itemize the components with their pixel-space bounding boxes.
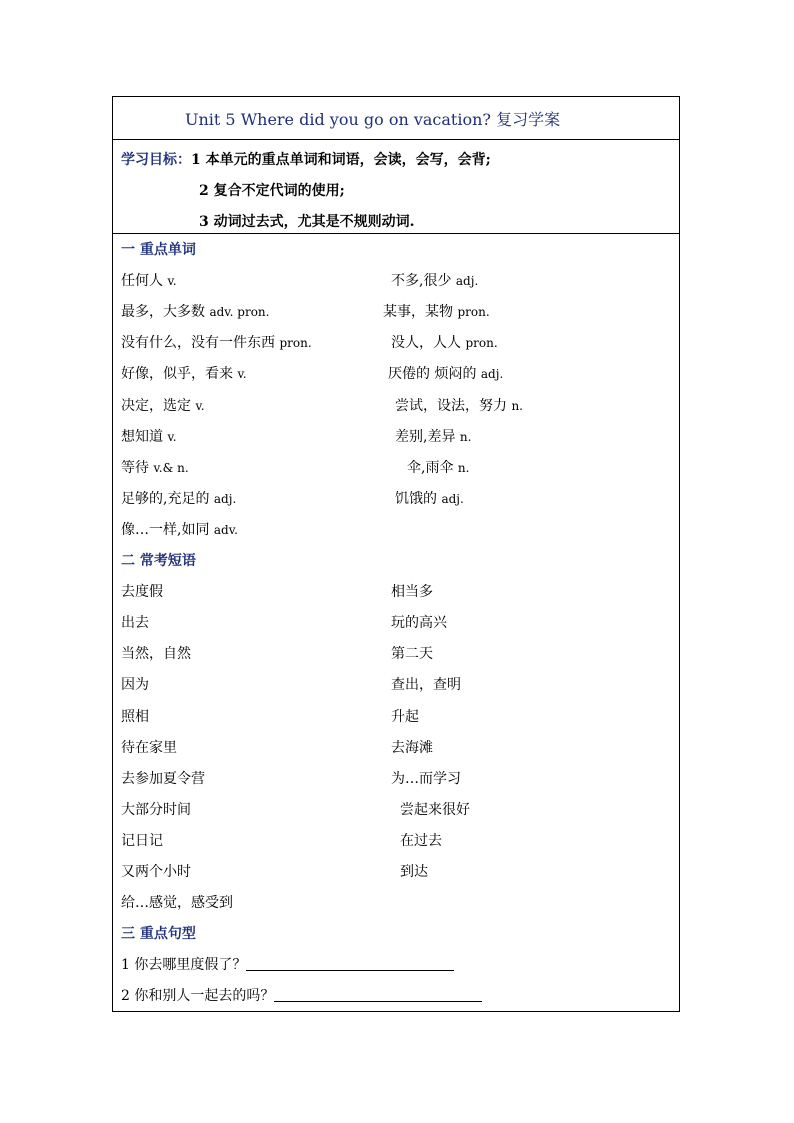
vocab-item: 伞,雨伞 n. xyxy=(407,460,470,476)
vocab-item: 最多，大多数 adv. pron. xyxy=(121,304,270,320)
phrase-item: 大部分时间 xyxy=(121,802,191,818)
vocab-item: 没人，人人 pron. xyxy=(391,335,498,351)
section-heading-phrases: 二 常考短语 xyxy=(121,553,196,569)
phrase-item: 照相 xyxy=(121,709,149,725)
title-row xyxy=(113,97,679,140)
answer-blank[interactable] xyxy=(274,987,482,1002)
goal-item: 1 本单元的重点单词和词语，会读，会写，会背; xyxy=(191,152,491,168)
phrase-item: 玩的高兴 xyxy=(391,615,447,631)
vocab-item: 像…一样,如同 adv. xyxy=(121,522,238,538)
phrase-item: 待在家里 xyxy=(121,740,177,756)
phrase-item: 记日记 xyxy=(121,833,163,849)
sentence-item: 1 你去哪里度假了？ xyxy=(121,954,454,974)
vocab-item: 尝试，设法，努力 n. xyxy=(395,398,523,414)
vocab-item: 任何人 v. xyxy=(121,273,177,289)
vocab-item: 差别,差异 n. xyxy=(395,429,472,445)
phrase-item: 去参加夏令营 xyxy=(121,771,205,787)
page-title: Unit 5 Where did you go on vacation? 复习学案 xyxy=(185,110,561,129)
answer-blank[interactable] xyxy=(246,956,454,971)
sentence-item: 2 你和别人一起去的吗？ xyxy=(121,985,482,1005)
worksheet-table xyxy=(112,96,680,1012)
phrase-item: 第二天 xyxy=(391,646,433,662)
vocab-item: 足够的,充足的 adj. xyxy=(121,491,237,507)
phrase-item: 升起 xyxy=(391,709,419,725)
vocab-item: 厌倦的 烦闷的 adj. xyxy=(388,366,504,382)
phrase-item: 因为 xyxy=(121,677,149,693)
phrase-item: 出去 xyxy=(121,615,149,631)
goals-label: 学习目标： xyxy=(121,152,191,168)
vocab-item: 决定，选定 v. xyxy=(121,398,205,414)
vocab-item: 某事，某物 pron. xyxy=(383,304,490,320)
phrase-item: 查出，查明 xyxy=(391,677,461,693)
main-content xyxy=(113,233,679,1013)
vocab-item: 饥饿的 adj. xyxy=(395,491,464,507)
phrase-item: 在过去 xyxy=(400,833,442,849)
section-heading-sentences: 三 重点句型 xyxy=(121,926,196,942)
goal-line-1 xyxy=(121,149,491,169)
vocab-item: 想知道 v. xyxy=(121,429,177,445)
phrase-item: 给…感觉，感受到 xyxy=(121,895,233,911)
learning-goals xyxy=(113,139,679,234)
vocab-item: 好像，似乎，看来 v. xyxy=(121,366,247,382)
phrase-item: 去海滩 xyxy=(391,740,433,756)
goal-item: 2 复合不定代词的使用; xyxy=(199,183,345,199)
phrase-item: 去度假 xyxy=(121,584,163,600)
phrase-item: 相当多 xyxy=(391,584,433,600)
vocab-item: 不多,很少 adj. xyxy=(391,273,479,289)
goal-item: 3 动词过去式，尤其是不规则动词. xyxy=(199,214,415,230)
phrase-item: 当然，自然 xyxy=(121,646,191,662)
phrase-item: 到达 xyxy=(400,864,428,880)
phrase-item: 尝起来很好 xyxy=(400,802,470,818)
phrase-item: 为…而学习 xyxy=(391,771,461,787)
vocab-item: 没有什么，没有一件东西 pron. xyxy=(121,335,312,351)
vocab-item: 等待 v.& n. xyxy=(121,460,189,476)
phrase-item: 又两个小时 xyxy=(121,864,191,880)
section-heading-vocab: 一 重点单词 xyxy=(121,242,196,258)
